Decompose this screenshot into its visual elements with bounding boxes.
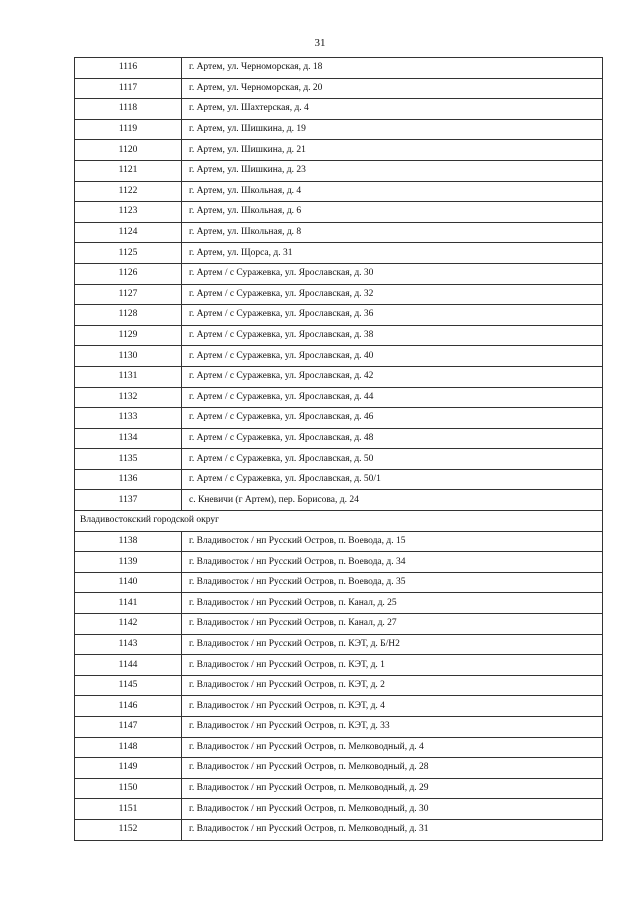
address-table-group-artem [75,58,603,511]
table-row [75,99,603,120]
address-cell: г. Артем / с Суражевка, ул. Ярославская, д. 40 [182,346,603,367]
address-cell: г. Владивосток / нп Русский Остров, п. Воевода, д. 15 [182,531,603,552]
row-number-cell: 1127 [75,284,182,305]
address-cell: г. Владивосток / нп Русский Остров, п. КЭТ, д. 2 [182,675,603,696]
row-number-cell: 1136 [75,469,182,490]
table-row [75,366,603,387]
table-row [75,305,603,326]
row-number-cell: 1117 [75,78,182,99]
row-number-cell: 1129 [75,325,182,346]
table-row [75,449,603,470]
address-cell: г. Владивосток / нп Русский Остров, п. Мелководный, д. 28 [182,758,603,779]
table-row [75,325,603,346]
row-number-cell: 1138 [75,531,182,552]
row-number-cell: 1152 [75,819,182,840]
table-row [75,696,603,717]
address-cell: г. Артем, ул. Шишкина, д. 21 [182,140,603,161]
address-cell: г. Владивосток / нп Русский Остров, п. Канал, д. 27 [182,614,603,635]
table-row [75,737,603,758]
section-header-row [75,511,603,532]
address-cell: г. Артем, ул. Шишкина, д. 19 [182,119,603,140]
table-row [75,160,603,181]
section-title: Владивостокский городской округ [75,511,603,532]
row-number-cell: 1131 [75,366,182,387]
table-row [75,284,603,305]
table-row [75,387,603,408]
row-number-cell: 1141 [75,593,182,614]
address-cell: г. Артем / с Суражевка, ул. Ярославская, д. 46 [182,408,603,429]
address-cell: г. Владивосток / нп Русский Остров, п. Мелководный, д. 31 [182,819,603,840]
table-row [75,243,603,264]
address-cell: г. Владивосток / нп Русский Остров, п. Мелководный, д. 4 [182,737,603,758]
row-number-cell: 1144 [75,655,182,676]
table-row [75,346,603,367]
table-row [75,202,603,223]
table-row [75,119,603,140]
table-row [75,531,603,552]
section-header-group [75,511,603,532]
address-cell: г. Владивосток / нп Русский Остров, п. Воевода, д. 35 [182,572,603,593]
address-cell: г. Владивосток / нп Русский Остров, п. КЭТ, д. 4 [182,696,603,717]
address-cell: г. Артем / с Суражевка, ул. Ярославская, д. 32 [182,284,603,305]
table-row [75,717,603,738]
table-row [75,614,603,635]
row-number-cell: 1126 [75,263,182,284]
table-row [75,778,603,799]
table-row [75,634,603,655]
address-cell: г. Артем, ул. Шишкина, д. 23 [182,160,603,181]
row-number-cell: 1118 [75,99,182,120]
row-number-cell: 1151 [75,799,182,820]
row-number-cell: 1132 [75,387,182,408]
table-row [75,758,603,779]
address-cell: г. Артем, ул. Школьная, д. 4 [182,181,603,202]
row-number-cell: 1150 [75,778,182,799]
table-row [75,263,603,284]
row-number-cell: 1116 [75,58,182,79]
address-cell: г. Владивосток / нп Русский Остров, п. Мелководный, д. 29 [182,778,603,799]
table-row [75,222,603,243]
address-cell: г. Артем / с Суражевка, ул. Ярославская, д. 50 [182,449,603,470]
table-row [75,428,603,449]
address-cell: г. Владивосток / нп Русский Остров, п. КЭТ, д. 1 [182,655,603,676]
address-cell: г. Владивосток / нп Русский Остров, п. КЭТ, д. 33 [182,717,603,738]
table-row [75,181,603,202]
address-cell: г. Артем / с Суражевка, ул. Ярославская, д. 42 [182,366,603,387]
address-cell: с. Кневичи (г Артем), пер. Борисова, д. 24 [182,490,603,511]
row-number-cell: 1133 [75,408,182,429]
row-number-cell: 1147 [75,717,182,738]
row-number-cell: 1142 [75,614,182,635]
address-cell: г. Артем / с Суражевка, ул. Ярославская, д. 30 [182,263,603,284]
address-cell: г. Владивосток / нп Русский Остров, п. КЭТ, д. Б/Н2 [182,634,603,655]
table-row [75,78,603,99]
address-cell: г. Артем, ул. Щорса, д. 31 [182,243,603,264]
row-number-cell: 1135 [75,449,182,470]
row-number-cell: 1137 [75,490,182,511]
address-cell: г. Владивосток / нп Русский Остров, п. Канал, д. 25 [182,593,603,614]
row-number-cell: 1125 [75,243,182,264]
table-row [75,675,603,696]
row-number-cell: 1143 [75,634,182,655]
address-cell: г. Артем / с Суражевка, ул. Ярославская, д. 50/1 [182,469,603,490]
row-number-cell: 1123 [75,202,182,223]
address-cell: г. Артем / с Суражевка, ул. Ярославская, д. 44 [182,387,603,408]
row-number-cell: 1134 [75,428,182,449]
row-number-cell: 1120 [75,140,182,161]
table-row [75,552,603,573]
row-number-cell: 1121 [75,160,182,181]
row-number-cell: 1145 [75,675,182,696]
table-row [75,799,603,820]
page-number: 31 [314,37,326,49]
address-cell: г. Артем, ул. Черноморская, д. 20 [182,78,603,99]
address-table [74,57,603,841]
row-number-cell: 1146 [75,696,182,717]
row-number-cell: 1149 [75,758,182,779]
address-cell: г. Артем, ул. Школьная, д. 6 [182,202,603,223]
row-number-cell: 1122 [75,181,182,202]
address-cell: г. Владивосток / нп Русский Остров, п. Мелководный, д. 30 [182,799,603,820]
address-cell: г. Владивосток / нп Русский Остров, п. Воевода, д. 34 [182,552,603,573]
table-row [75,469,603,490]
table-row [75,58,603,79]
address-cell: г. Артем, ул. Школьная, д. 8 [182,222,603,243]
row-number-cell: 1139 [75,552,182,573]
address-cell: г. Артем / с Суражевка, ул. Ярославская, д. 48 [182,428,603,449]
address-cell: г. Артем, ул. Шахтерская, д. 4 [182,99,603,120]
address-table-group-vladivostok [75,531,603,840]
table-row [75,819,603,840]
table-row [75,593,603,614]
row-number-cell: 1148 [75,737,182,758]
row-number-cell: 1128 [75,305,182,326]
address-cell: г. Артем / с Суражевка, ул. Ярославская, д. 36 [182,305,603,326]
table-row [75,490,603,511]
row-number-cell: 1140 [75,572,182,593]
table-row [75,572,603,593]
row-number-cell: 1119 [75,119,182,140]
table-row [75,655,603,676]
table-row [75,140,603,161]
row-number-cell: 1124 [75,222,182,243]
address-cell: г. Артем / с Суражевка, ул. Ярославская, д. 38 [182,325,603,346]
row-number-cell: 1130 [75,346,182,367]
address-cell: г. Артем, ул. Черноморская, д. 18 [182,58,603,79]
table-row [75,408,603,429]
